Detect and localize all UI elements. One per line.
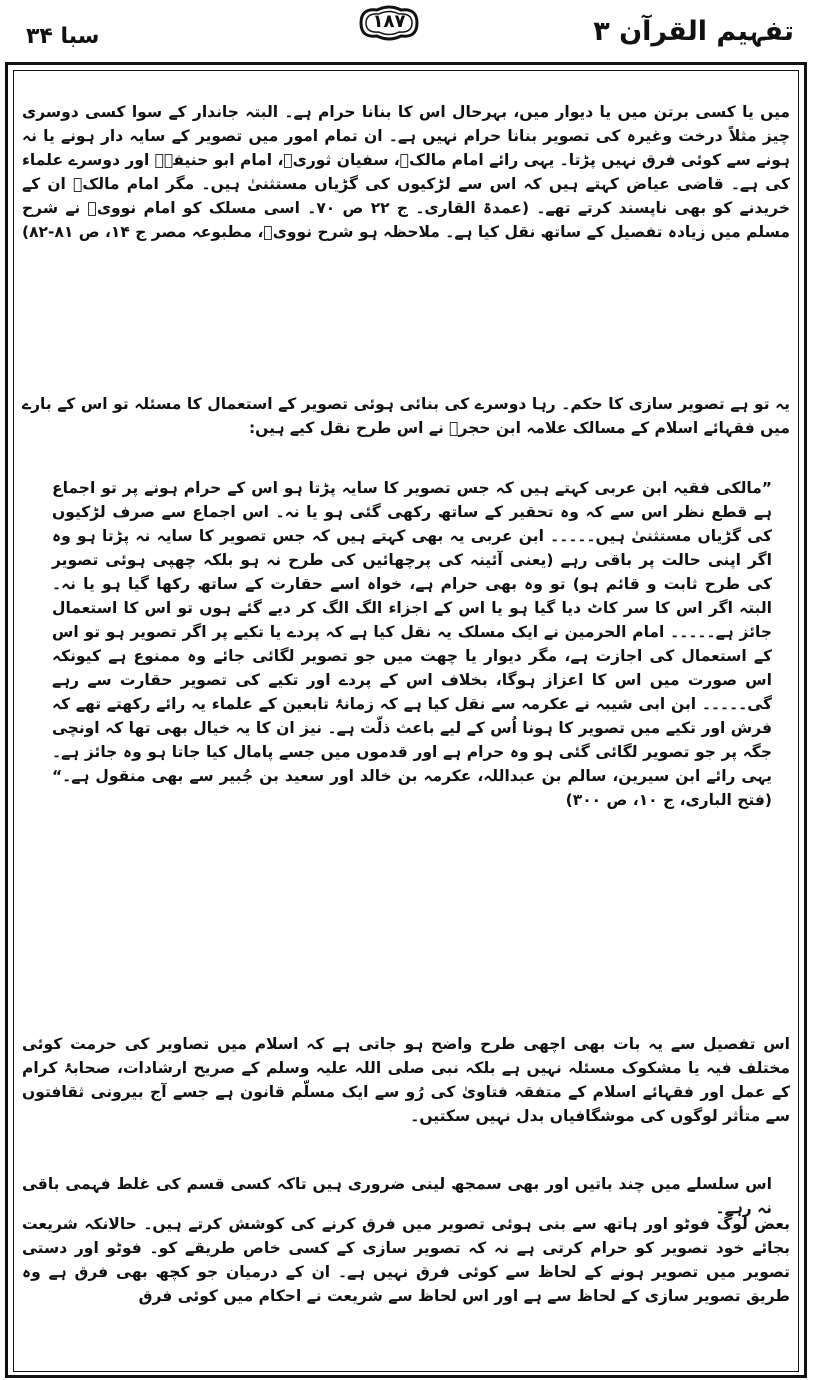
paragraph-4: اس تفصیل سے یہ بات بھی اچھی طرح واضح ہو جاتی ہے کہ اسلام میں تصاویر کی حرمت کوئی مختلف فیہ یا مشکوک مسئلہ نہیں ہے بلکہ نبی صلی اللہ علیہ وسلم کے صریح ارشادات، صحابۂ کرام کے عمل اور فقہائے اسلام کے متفقہ فتاویٰ کی رُو سے ایک مسلّم قانون ہے جسے آج بیرونی ثقافتوں سے متأثر لوگوں کی موشگافیاں بدل نہیں سکتیں۔	[22, 1035, 790, 1125]
paragraph-1: میں یا کسی برتن میں یا دیوار میں، بہرحال اس کا بنانا حرام ہے۔ البتہ جاندار کے سوا کسی دوسری چیز مثلاً درخت وغیرہ کی تصویر بنانا حرام نہیں ہے۔ ان تمام امور میں تصویر کے سایہ دار ہونے یا نہ ہونے سے کوئی فرق نہیں پڑتا۔ یہی رائے امام مالکؒ، سفیان ثوریؒ، امام ابو حنیفہؒ اور دوسرے علماء کی ہے۔ قاضی عیاض کہتے ہیں کہ اس سے لڑکیوں کی گڑیاں مستثنیٰ ہیں۔ مگر امام مالکؒ ان کے خریدنے کو بھی ناپسند کرتے تھے۔ (عمدۃ القاری۔ ج ۲۲ ص ۷۰۔ اسی مسلک کو امام نوویؒ نے شرح مسلم میں زیادہ تفصیل کے ساتھ نقل کیا ہے۔ ملاحظہ ہو شرح نوویؒ، مطبوعہ مصر ج ۱۴، ص ۸۱-۸۲)	[22, 103, 790, 241]
page-number: ۱۸۷	[372, 11, 406, 32]
book-title: تفہیم القرآن ۳	[593, 16, 794, 47]
paragraph-5: اس سلسلے میں چند باتیں اور بھی سمجھ لینی ضروری ہیں تاکہ کسی قسم کی غلط فہمی باقی نہ رہے۔	[22, 1175, 772, 1217]
surah-reference: سبا ۳۴	[26, 24, 100, 49]
page-number-badge	[355, 4, 423, 42]
paragraph-2: یہ تو ہے تصویر سازی کا حکم۔ رہا دوسرے کی بنائی ہوئی تصویر کے استعمال کا مسئلہ تو اس کے بارے میں فقہائے اسلام کے مسالک علامہ ابن حجرؒ نے اس طرح نقل کیے ہیں:	[22, 395, 790, 437]
paragraph-6: بعض لوگ فوٹو اور ہاتھ سے بنی ہوئی تصویر میں فرق کرنے کی کوشش کرتے ہیں۔ حالانکہ شریعت بجائے خود تصویر کو حرام کرتی ہے نہ کہ تصویر سازی کے کسی خاص طریقے کو۔ فوٹو اور دستی تصویر میں تصویر ہونے کے لحاظ سے کوئی فرق نہیں ہے۔ ان کے درمیان جو کچھ بھی فرق ہے وہ طریق تصویر سازی کے لحاظ سے ہے اور اس لحاظ سے شریعت نے احکام میں کوئی فرق	[22, 1215, 790, 1305]
quoted-passage: ”مالکی فقیہ ابن عربی کہتے ہیں کہ جس تصویر کا سایہ پڑتا ہو اس کے حرام ہونے پر تو اجماع ہے قطع نظر اس سے کہ وہ تحقیر کے ساتھ رکھی گئی ہو یا نہ۔ اس اجماع سے صرف لڑکیوں کی گڑیاں مستثنیٰ ہیں۔۔۔۔۔ ابن عربی یہ بھی کہتے ہیں کہ جس تصویر کا سایہ نہ پڑتا ہو وہ اگر اپنی حالت پر باقی رہے (یعنی آئینہ کی پرچھائیں کی طرح نہ ہو بلکہ چھپی ہوئی تصویر کی طرح ثابت و قائم ہو) تو وہ بھی حرام ہے، خواہ اسے حقارت کے ساتھ رکھا گیا ہو یا نہ۔ البتہ اگر اس کا سر کاٹ دیا گیا ہو یا اس کے اجزاء الگ الگ کر دیے گئے ہوں تو اس کا استعمال جائز ہے۔۔۔۔۔ امام الحرمین نے ایک مسلک یہ نقل کیا ہے کہ پردے یا تکیے پر اگر تصویر ہو تو اس کے استعمال کی اجازت ہے، مگر دیوار یا چھت میں جو تصویر لگائی جائے وہ ممنوع ہے کیونکہ اس صورت میں اس کا اعزاز ہوگا، بخلاف اس کے پردے اور تکیے کی تصویر حقارت سے رہے گی۔۔۔۔۔ ابن ابی شیبہ نے عکرمہ سے نقل کیا ہے کہ زمانۂ تابعین کے علماء یہ رائے رکھتے تھے کہ فرش اور تکیے میں تصویر کا ہونا اُس کے لیے باعث ذلّت ہے۔ نیز ان کا یہ خیال بھی تھا کہ اونچی جگہ پر جو تصویر لگائی گئی ہو وہ حرام ہے اور قدموں میں جسے پامال کیا جاتا ہو وہ جائز ہے۔ یہی رائے ابن سیرین، سالم بن عبداللہ، عکرمہ بن خالد اور سعید بن جُبیر سے بھی منقول ہے۔“ (فتح الباری، ج ۱۰، ص ۳۰۰)	[52, 479, 772, 809]
page-header	[0, 0, 816, 62]
